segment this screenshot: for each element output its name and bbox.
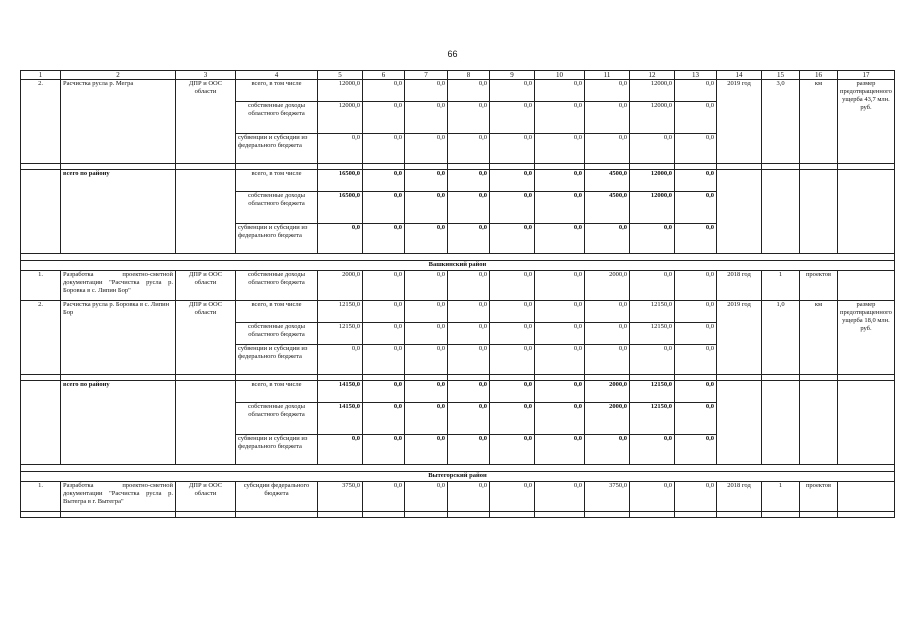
value-cell: 0,0 [405, 80, 448, 102]
value-cell: 14150,0 [318, 381, 363, 403]
value-cell: 0,0 [490, 381, 535, 403]
quantity-cell: 1 [762, 482, 800, 512]
value-cell: 14150,0 [318, 403, 363, 435]
value-cell: 0,0 [318, 134, 363, 164]
district-total-label: всего по району [61, 170, 176, 254]
value-cell: 0,0 [630, 224, 675, 254]
value-cell: 0,0 [675, 381, 717, 403]
value-cell: 0,0 [675, 192, 717, 224]
value-cell: 0,0 [535, 170, 585, 192]
table-row [21, 170, 895, 192]
header-cell: 4 [236, 71, 318, 80]
unit-cell: проектов [800, 271, 838, 301]
funding-source: субвенции и субсидии из федерального бюджета [236, 224, 318, 254]
year-cell: 2019 год [717, 80, 762, 164]
value-cell: 0,0 [675, 170, 717, 192]
column-numbers-row [21, 71, 895, 80]
value-cell: 12000,0 [318, 102, 363, 134]
header-cell: 10 [535, 71, 585, 80]
funding-source: всего, в том числе [236, 301, 318, 323]
executor: ДПР и ООС области [176, 80, 236, 164]
value-cell: 0,0 [585, 301, 630, 323]
section-row [21, 261, 895, 271]
value-cell: 0,0 [535, 435, 585, 465]
value-cell: 0,0 [585, 323, 630, 345]
effect-cell: размер предотвращенного ущерба 18,0 млн. руб. [838, 301, 895, 375]
value-cell: 0,0 [675, 102, 717, 134]
value-cell: 0,0 [630, 482, 675, 512]
value-cell: 0,0 [405, 381, 448, 403]
value-cell: 12150,0 [318, 301, 363, 323]
value-cell: 0,0 [363, 170, 405, 192]
table-row [21, 301, 895, 323]
value-cell: 12000,0 [318, 80, 363, 102]
value-cell: 0,0 [490, 80, 535, 102]
value-cell: 0,0 [405, 134, 448, 164]
value-cell: 0,0 [448, 435, 490, 465]
value-cell: 0,0 [448, 134, 490, 164]
value-cell: 0,0 [363, 323, 405, 345]
value-cell: 3750,0 [585, 482, 630, 512]
year-cell: 2018 год [717, 271, 762, 301]
value-cell: 0,0 [630, 271, 675, 301]
header-cell: 13 [675, 71, 717, 80]
header-cell: 3 [176, 71, 236, 80]
value-cell: 0,0 [363, 345, 405, 375]
value-cell: 0,0 [363, 435, 405, 465]
value-cell: 0,0 [535, 403, 585, 435]
value-cell: 0,0 [363, 301, 405, 323]
district-total-label: всего по району [61, 381, 176, 465]
funding-source: субвенции и субсидии из федерального бюджета [236, 345, 318, 375]
value-cell: 0,0 [405, 323, 448, 345]
value-cell: 0,0 [630, 134, 675, 164]
value-cell: 0,0 [675, 80, 717, 102]
section-row [21, 472, 895, 482]
value-cell: 0,0 [535, 345, 585, 375]
value-cell: 0,0 [585, 224, 630, 254]
row-number: 1. [21, 271, 61, 301]
row-number: 2. [21, 301, 61, 375]
funding-source: собственные доходы областного бюджета [236, 271, 318, 301]
value-cell: 16500,0 [318, 192, 363, 224]
funding-source: всего, в том числе [236, 170, 318, 192]
value-cell: 0,0 [585, 134, 630, 164]
value-cell: 0,0 [363, 403, 405, 435]
table-row [21, 80, 895, 102]
value-cell: 0,0 [535, 301, 585, 323]
project-name: Разработка проектно-сметной документации "Расчистка русла р. Вытегра в г. Вытегра" [61, 482, 176, 512]
value-cell: 12150,0 [630, 301, 675, 323]
value-cell: 0,0 [535, 102, 585, 134]
value-cell: 0,0 [405, 345, 448, 375]
value-cell: 0,0 [405, 102, 448, 134]
value-cell: 0,0 [490, 403, 535, 435]
value-cell: 0,0 [405, 192, 448, 224]
value-cell: 0,0 [405, 482, 448, 512]
header-cell: 5 [318, 71, 363, 80]
value-cell: 0,0 [535, 134, 585, 164]
value-cell: 0,0 [535, 482, 585, 512]
value-cell: 3750,0 [318, 482, 363, 512]
header-cell: 7 [405, 71, 448, 80]
value-cell: 0,0 [448, 345, 490, 375]
unit-cell: проектов [800, 482, 838, 512]
value-cell: 0,0 [490, 192, 535, 224]
value-cell: 0,0 [490, 323, 535, 345]
executor: ДПР и ООС области [176, 301, 236, 375]
value-cell: 2000,0 [585, 403, 630, 435]
value-cell: 0,0 [448, 192, 490, 224]
value-cell: 12000,0 [630, 80, 675, 102]
value-cell: 0,0 [448, 482, 490, 512]
value-cell: 0,0 [675, 271, 717, 301]
row-number: 2. [21, 80, 61, 164]
value-cell: 12150,0 [630, 323, 675, 345]
value-cell: 0,0 [490, 435, 535, 465]
header-cell: 15 [762, 71, 800, 80]
value-cell: 0,0 [585, 80, 630, 102]
value-cell: 0,0 [675, 224, 717, 254]
header-cell: 16 [800, 71, 838, 80]
value-cell: 0,0 [535, 323, 585, 345]
value-cell: 0,0 [405, 271, 448, 301]
value-cell: 12150,0 [630, 403, 675, 435]
header-cell: 8 [448, 71, 490, 80]
quantity-cell: 3,0 [762, 80, 800, 164]
value-cell: 0,0 [363, 381, 405, 403]
header-cell: 2 [61, 71, 176, 80]
value-cell: 0,0 [318, 224, 363, 254]
value-cell: 0,0 [490, 170, 535, 192]
value-cell: 0,0 [535, 271, 585, 301]
value-cell: 0,0 [490, 482, 535, 512]
funding-source: собственные доходы областного бюджета [236, 192, 318, 224]
header-cell: 11 [585, 71, 630, 80]
unit-cell: км [800, 301, 838, 375]
value-cell: 0,0 [405, 435, 448, 465]
value-cell: 0,0 [675, 482, 717, 512]
funding-source: всего, в том числе [236, 381, 318, 403]
value-cell: 0,0 [585, 102, 630, 134]
value-cell: 0,0 [448, 102, 490, 134]
value-cell: 4500,0 [585, 170, 630, 192]
value-cell: 12150,0 [318, 323, 363, 345]
value-cell: 0,0 [535, 224, 585, 254]
funding-source: субвенции и субсидии из федерального бюджета [236, 134, 318, 164]
value-cell: 0,0 [448, 381, 490, 403]
value-cell: 0,0 [585, 345, 630, 375]
value-cell: 16500,0 [318, 170, 363, 192]
value-cell: 0,0 [490, 345, 535, 375]
effect-cell: размер предотвращенного ущерба 43,7 млн. руб. [838, 80, 895, 164]
table-row [21, 254, 895, 261]
value-cell: 0,0 [675, 134, 717, 164]
quantity-cell: 1,0 [762, 301, 800, 375]
value-cell: 0,0 [630, 435, 675, 465]
table-row [21, 465, 895, 472]
value-cell: 0,0 [363, 134, 405, 164]
value-cell: 0,0 [448, 301, 490, 323]
value-cell: 0,0 [405, 301, 448, 323]
value-cell: 2000,0 [585, 271, 630, 301]
value-cell: 0,0 [490, 102, 535, 134]
value-cell: 0,0 [585, 435, 630, 465]
value-cell: 0,0 [490, 224, 535, 254]
table-row [21, 512, 895, 518]
header-cell: 17 [838, 71, 895, 80]
value-cell: 0,0 [448, 224, 490, 254]
value-cell: 0,0 [363, 102, 405, 134]
value-cell: 0,0 [675, 435, 717, 465]
value-cell: 0,0 [535, 80, 585, 102]
value-cell: 12150,0 [630, 381, 675, 403]
table-row [21, 381, 895, 403]
header-cell: 12 [630, 71, 675, 80]
header-cell: 9 [490, 71, 535, 80]
value-cell: 2000,0 [318, 271, 363, 301]
table-row [21, 271, 895, 301]
value-cell: 0,0 [535, 192, 585, 224]
value-cell: 0,0 [363, 271, 405, 301]
section-title: Вашкинский район [21, 261, 895, 271]
value-cell: 0,0 [363, 80, 405, 102]
funding-source: субвенции и субсидии из федерального бюджета [236, 435, 318, 465]
value-cell: 0,0 [675, 301, 717, 323]
value-cell: 0,0 [405, 224, 448, 254]
funding-source: собственные доходы областного бюджета [236, 403, 318, 435]
value-cell: 0,0 [318, 345, 363, 375]
page-number: 66 [447, 49, 458, 59]
value-cell: 0,0 [405, 170, 448, 192]
value-cell: 0,0 [448, 80, 490, 102]
executor: ДПР и ООС области [176, 271, 236, 301]
quantity-cell: 1 [762, 271, 800, 301]
value-cell: 0,0 [490, 271, 535, 301]
value-cell: 0,0 [405, 403, 448, 435]
value-cell: 0,0 [448, 323, 490, 345]
value-cell: 0,0 [675, 323, 717, 345]
value-cell: 0,0 [490, 301, 535, 323]
value-cell: 0,0 [363, 482, 405, 512]
header-cell: 6 [363, 71, 405, 80]
value-cell: 12000,0 [630, 170, 675, 192]
value-cell: 12000,0 [630, 102, 675, 134]
value-cell: 0,0 [318, 435, 363, 465]
row-number: 1. [21, 482, 61, 512]
value-cell: 12000,0 [630, 192, 675, 224]
project-name: Расчистка русла р. Боровка в с. Липин Бор [61, 301, 176, 375]
header-cell: 1 [21, 71, 61, 80]
funding-source: субсидии федерального бюджета [236, 482, 318, 512]
funding-source: всего, в том числе [236, 80, 318, 102]
header-cell: 14 [717, 71, 762, 80]
project-name: Расчистка русла р. Мегра [61, 80, 176, 164]
value-cell: 0,0 [675, 345, 717, 375]
value-cell: 0,0 [448, 403, 490, 435]
value-cell: 4500,0 [585, 192, 630, 224]
executor: ДПР и ООС области [176, 482, 236, 512]
value-cell: 0,0 [535, 381, 585, 403]
table-row [21, 482, 895, 512]
value-cell: 0,0 [448, 170, 490, 192]
funding-source: собственные доходы областного бюджета [236, 102, 318, 134]
year-cell: 2018 год [717, 482, 762, 512]
year-cell: 2019 год [717, 301, 762, 375]
section-title: Вытегорский район [21, 472, 895, 482]
value-cell: 0,0 [448, 271, 490, 301]
funding-source: собственные доходы областного бюджета [236, 323, 318, 345]
value-cell: 0,0 [630, 345, 675, 375]
funding-table [20, 70, 895, 518]
value-cell: 0,0 [363, 192, 405, 224]
value-cell: 0,0 [490, 134, 535, 164]
project-name: Разработка проектно-сметной документации "Расчистка русла р. Боровка в с. Липин Бор" [61, 271, 176, 301]
value-cell: 2000,0 [585, 381, 630, 403]
unit-cell: км [800, 80, 838, 164]
value-cell: 0,0 [675, 403, 717, 435]
value-cell: 0,0 [363, 224, 405, 254]
